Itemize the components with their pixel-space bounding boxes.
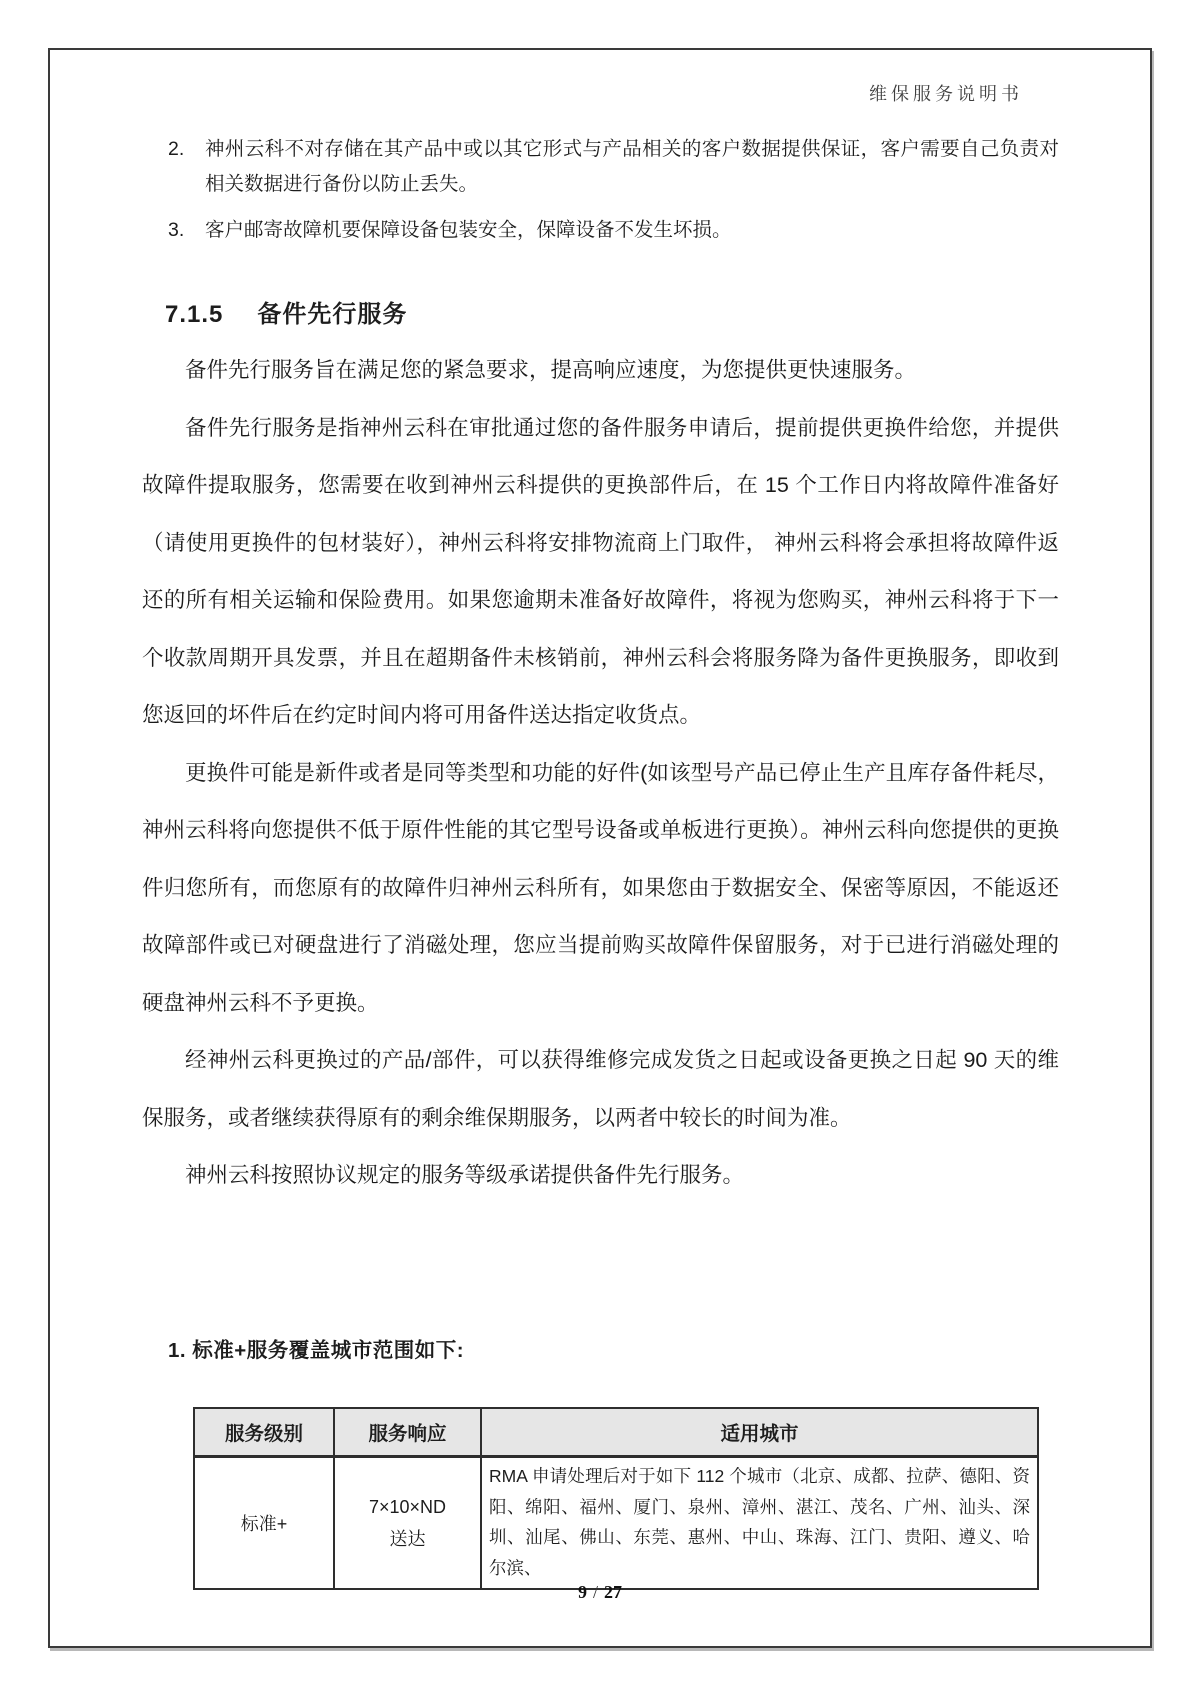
header-cell-service-level: 服务级别 — [194, 1408, 334, 1457]
list-item — [142, 213, 1059, 248]
cell-service-response — [334, 1457, 481, 1590]
coverage-scope-heading: 1. 标准+服务覆盖城市范围如下: — [168, 1338, 465, 1362]
cell-service-level: 标准+ — [194, 1457, 334, 1590]
service-response-line-2: 送达 — [389, 1529, 426, 1549]
paragraph: 更换件可能是新件或者是同等类型和功能的好件(如该型号产品已停止生产且库存备件耗尽，神州云科将向您提供不低于原件性能的其它型号设备或单板进行更换）。神州云科向您提供的更换件归您所有，而您原有的故障件归神州云科所有，如果您由于数据安全、保密等原因，不能返还故障部件或已对硬盘进行了消磁处理，您应当提前购买故障件保留服务，对于已进行消磁处理的硬盘神州云科不予更换。 — [142, 760, 1059, 1015]
table-header-row — [194, 1408, 1038, 1457]
list-item-number: 3. — [168, 219, 185, 241]
applicable-cities-text: RMA 申请处理后对于如下 112 个城市（北京、成都、拉萨、德阳、资阳、绵阳、福州、厦门、泉州、漳州、湛江、茂名、广州、汕头、深圳、汕尾、佛山、东莞、惠州、中山、珠海、江门、贵阳、遵义、哈尔滨、 — [489, 1466, 1030, 1578]
section-number: 7.1.5 — [165, 301, 224, 328]
footer-current-page: 9 — [577, 1582, 587, 1602]
page-content — [142, 132, 1059, 1590]
list-item-text: 客户邮寄故障机要保障设备包装安全，保障设备不发生坏损。 — [205, 219, 732, 241]
page-footer — [0, 1582, 1200, 1603]
header-cell-service-response: 服务响应 — [334, 1408, 481, 1457]
footer-total-pages: 27 — [604, 1582, 622, 1602]
list-item-text: 神州云科不对存储在其产品中或以其它形式与产品相关的客户数据提供保证，客户需要自己负责对相关数据进行备份以防止丢失。 — [205, 138, 1059, 195]
table-row — [194, 1457, 1038, 1590]
cell-applicable-cities — [481, 1457, 1038, 1590]
header-cell-applicable-cities: 适用城市 — [481, 1408, 1038, 1457]
list-item — [142, 132, 1059, 202]
paragraph: 神州云科按照协议规定的服务等级承诺提供备件先行服务。 — [185, 1163, 745, 1187]
service-coverage-table — [193, 1407, 1039, 1591]
paragraph: 备件先行服务旨在满足您的紧急要求，提高响应速度，为您提供更快速服务。 — [185, 358, 917, 382]
body-paragraphs — [142, 342, 1059, 1205]
paragraph: 备件先行服务是指神州云科在审批通过您的备件服务申请后，提前提供更换件给您，并提供故障件提取服务，您需要在收到神州云科提供的更换部件后，在 15 个工作日内将故障件准备好（请使用更换件的包材装好），神州云科将安排物流商上门取件， 神州云科将会承担将故障件返还的所有相关运输和保险费用。如果您逾期未准备好故障件，将视为您购买，神州云科将于下一个收款周期开具发票，并且在超期备件未核销前，神州云科会将服务降为备件更换服务，即收到您返回的坏件后在约定时间内将可用备件送达指定收货点。 — [142, 415, 1059, 727]
service-response-line-1: 7×10×ND — [368, 1497, 447, 1517]
numbered-list — [142, 132, 1059, 248]
section-heading — [165, 294, 1059, 329]
section-title: 备件先行服务 — [257, 301, 408, 328]
footer-separator: / — [592, 1582, 598, 1602]
list-item-number: 2. — [168, 138, 185, 160]
document-header-title: 维保服务说明书 — [869, 84, 1023, 104]
paragraph: 经神州云科更换过的产品/部件，可以获得维修完成发货之日起或设备更换之日起 90 天的维保服务，或者继续获得原有的剩余维保期服务，以两者中较长的时间为准。 — [142, 1048, 1059, 1130]
